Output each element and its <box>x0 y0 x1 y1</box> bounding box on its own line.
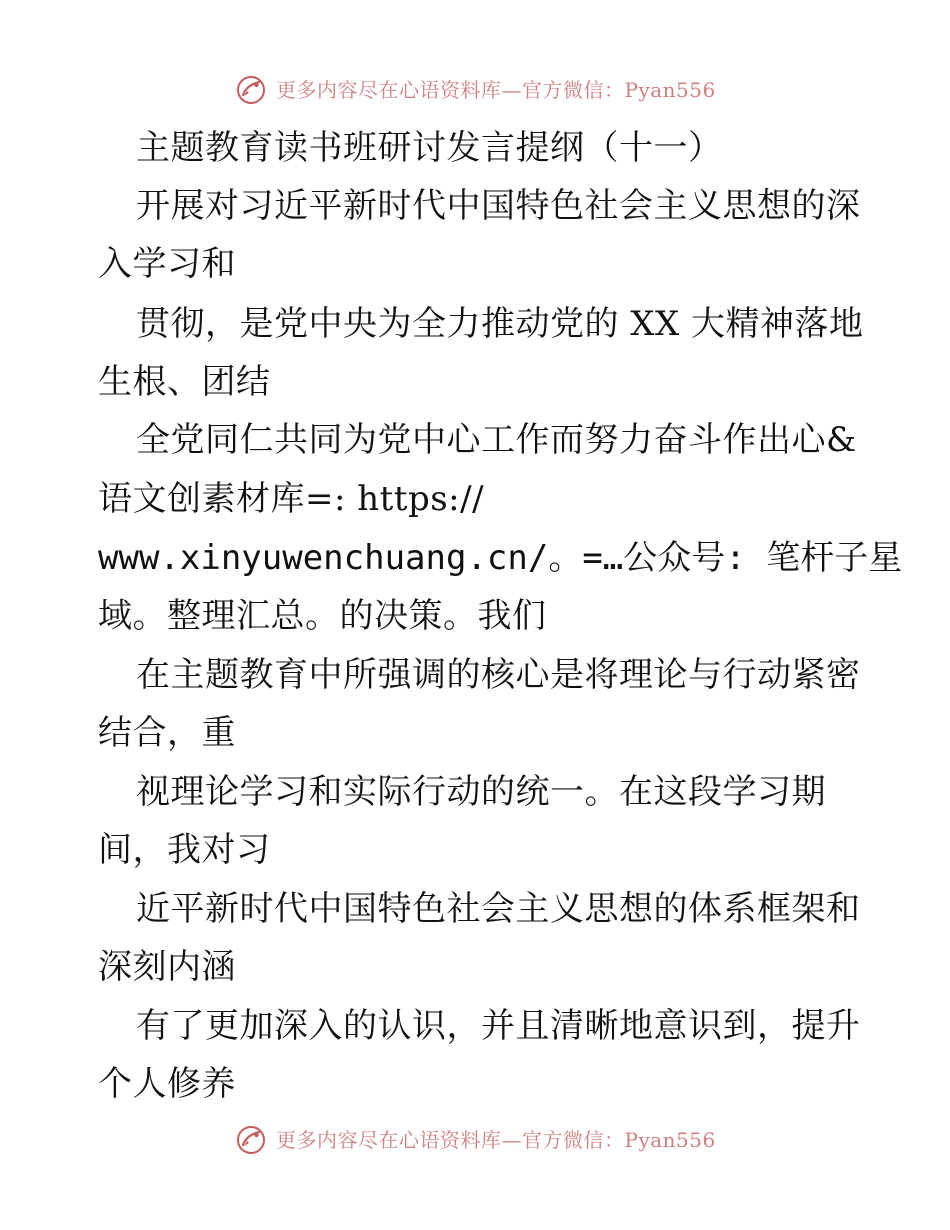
paragraph-line: 有了更加深入的认识，并且清晰地意识到，提升 <box>136 1006 861 1046</box>
paragraph-line: 入学习和 <box>98 244 236 284</box>
paragraph-line: 深刻内涵 <box>98 947 236 987</box>
header-watermark-text: 更多内容尽在心语资料库—官方微信：Pyan556 <box>276 78 716 102</box>
paragraph-line: 域。整理汇总。的决策。我们 <box>98 596 547 636</box>
paragraph-line: 间，我对习 <box>98 830 271 870</box>
footer-watermark-banner <box>236 1124 756 1156</box>
paragraph-line: 贯彻，是党中央为全力推动党的 XX 大精神落地 <box>136 304 864 344</box>
paragraph-line: 生根、团结 <box>98 362 271 402</box>
document-title: 主题教育读书班研讨发言提纲（十一） <box>136 128 723 168</box>
paragraph-line: 结合，重 <box>98 713 236 753</box>
paragraph-line: 开展对习近平新时代中国特色社会主义思想的深 <box>136 186 861 226</box>
paragraph-line: 个人修养 <box>98 1064 236 1104</box>
paragraph-line: 全党同仁共同为党中心工作而努力奋斗作出心& <box>136 420 857 460</box>
paragraph-line: 近平新时代中国特色社会主义思想的体系框架和 <box>136 889 861 929</box>
paragraph-line: 在主题教育中所强调的核心是将理论与行动紧密 <box>136 655 861 695</box>
footer-watermark-text: 更多内容尽在心语资料库—官方微信：Pyan556 <box>276 1128 716 1152</box>
pen-logo-icon <box>236 1125 266 1155</box>
paragraph-line: 语文创素材库=: https:// <box>98 479 485 519</box>
paragraph-line-url: www.xinyuwenchuang.cn/。=…公众号: 笔杆子星 <box>98 538 903 578</box>
paragraph-line: 视理论学习和实际行动的统一。在这段学习期 <box>136 772 826 812</box>
